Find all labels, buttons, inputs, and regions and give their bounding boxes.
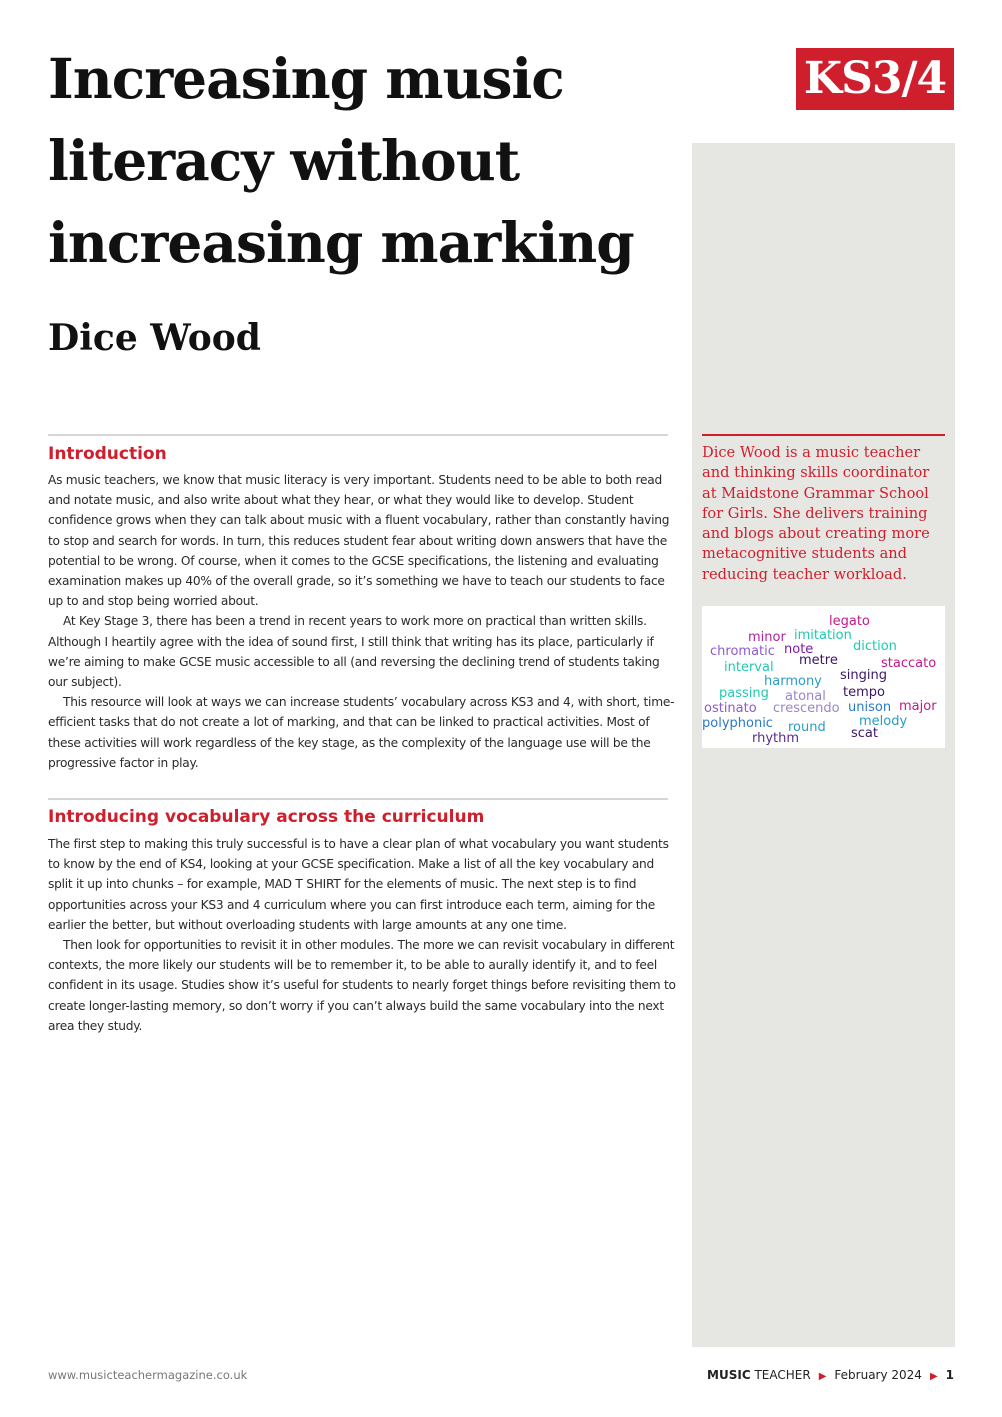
section-heading: Introducing vocabulary across the curriculum — [48, 807, 485, 827]
body-paragraph: At Key Stage 3, there has been a trend in recent years to work more on practical than written skills. Although I heartily agree with the idea of sound first, I still think that writing has its place, particularly if we’re aiming to make GCSE music accessible to all (and reversing the declining trend of students taking our subject). — [48, 614, 660, 690]
word-cloud-word: crescendo — [773, 701, 840, 716]
word-cloud-word: scat — [851, 726, 878, 741]
word-cloud-word: melody — [859, 714, 908, 729]
word-cloud-word: harmony — [764, 674, 822, 689]
word-cloud-word: minor — [748, 630, 786, 645]
section-heading: Introduction — [48, 444, 167, 464]
word-cloud-word: note — [784, 642, 814, 657]
author-bio: Dice Wood is a music teacher and thinking skills coordinator at Maidstone Grammar School for Girls. She delivers training and blogs about creating more metacognitive students and reducing teacher workload. — [702, 444, 930, 583]
body-paragraph: The first step to making this truly successful is to have a clear plan of what vocabulary you want students to know by the end of KS4, looking at your GCSE specification. Make a list of all the key vocabulary and split it up into chunks – for example, MAD T SHIRT for the elements of music. The next step is to find opportunities across your KS3 and 4 curriculum where you can first introduce each term, aiming for the earlier the better, but without overloading students with large amounts at any one time. — [48, 837, 669, 932]
vocabulary-word-cloud — [702, 606, 945, 748]
magazine-name-bold: MUSIC — [707, 1368, 751, 1382]
word-cloud-word: passing — [719, 686, 769, 701]
triangle-icon: ▶ — [929, 1371, 938, 1382]
body-paragraph: This resource will look at ways we can increase students’ vocabulary across KS3 and 4, with short, time-efficient tasks that do not create a lot of marking, and that can be linked to practical activities. Most of these activities will work regardless of the key stage, as the complexity of the language use will be the progressive factor in play. — [48, 695, 675, 770]
word-cloud-word: unison — [848, 700, 892, 715]
section-body — [48, 834, 678, 1036]
section-rule — [48, 434, 668, 436]
word-cloud-word: imitation — [794, 628, 852, 643]
word-cloud-word: tempo — [843, 685, 885, 700]
word-cloud-word: metre — [799, 653, 838, 668]
word-cloud-word: major — [899, 699, 937, 714]
word-cloud-word: ostinato — [704, 701, 757, 716]
word-cloud-word: interval — [724, 660, 774, 675]
word-cloud-word: staccato — [881, 656, 937, 671]
word-cloud-word: polyphonic — [702, 716, 773, 731]
footer-masthead — [707, 1368, 954, 1382]
word-cloud-word: chromatic — [710, 644, 775, 659]
magazine-name-light: TEACHER — [754, 1368, 811, 1382]
sidebar-rule — [702, 434, 945, 436]
word-cloud-word: diction — [853, 639, 897, 654]
section-body — [48, 470, 678, 773]
issue-date: February 2024 — [834, 1368, 922, 1382]
word-cloud-word: rhythm — [752, 731, 800, 746]
word-cloud-word: legato — [829, 614, 870, 629]
footer-url[interactable]: www.musicteachermagazine.co.uk — [48, 1368, 248, 1382]
word-cloud-word: singing — [840, 668, 887, 683]
article-title: Increasing music literacy without increasing marking — [48, 46, 634, 275]
triangle-icon: ▶ — [818, 1371, 827, 1382]
word-cloud-word: atonal — [785, 689, 826, 704]
page-number: 1 — [945, 1368, 954, 1382]
section-rule — [48, 798, 668, 800]
body-paragraph: As music teachers, we know that music literacy is very important. Students need to be able to both read and notate music, and also write about what they hear, or what they would like to develop. Student confidence grows when they can talk about music with a fluent vocabulary, rather than constantly having to stop and search for words. In turn, this reduces student fear about writing down answers that have the potential to be wrong. Of course, when it comes to the GCSE specifications, the listening and evaluating examination makes up 40% of the overall grade, so it’s something we have to teach our students to face up to and stop being worried about. — [48, 473, 670, 609]
body-paragraph: Then look for opportunities to revisit it in other modules. The more we can revisit vocabulary in different contexts, the more likely our students will be to remember it, to be able to aurally identify it, and to feel confident in its usage. Studies show it’s useful for students to nearly forget things before revisiting them to create longer-lasting memory, so don’t worry if you can’t always build the same vocabulary into the next area they study. — [48, 938, 676, 1033]
word-cloud-word: round — [788, 720, 826, 735]
author-name: Dice Wood — [48, 317, 261, 359]
key-stage-badge: KS3/4 — [796, 48, 954, 110]
